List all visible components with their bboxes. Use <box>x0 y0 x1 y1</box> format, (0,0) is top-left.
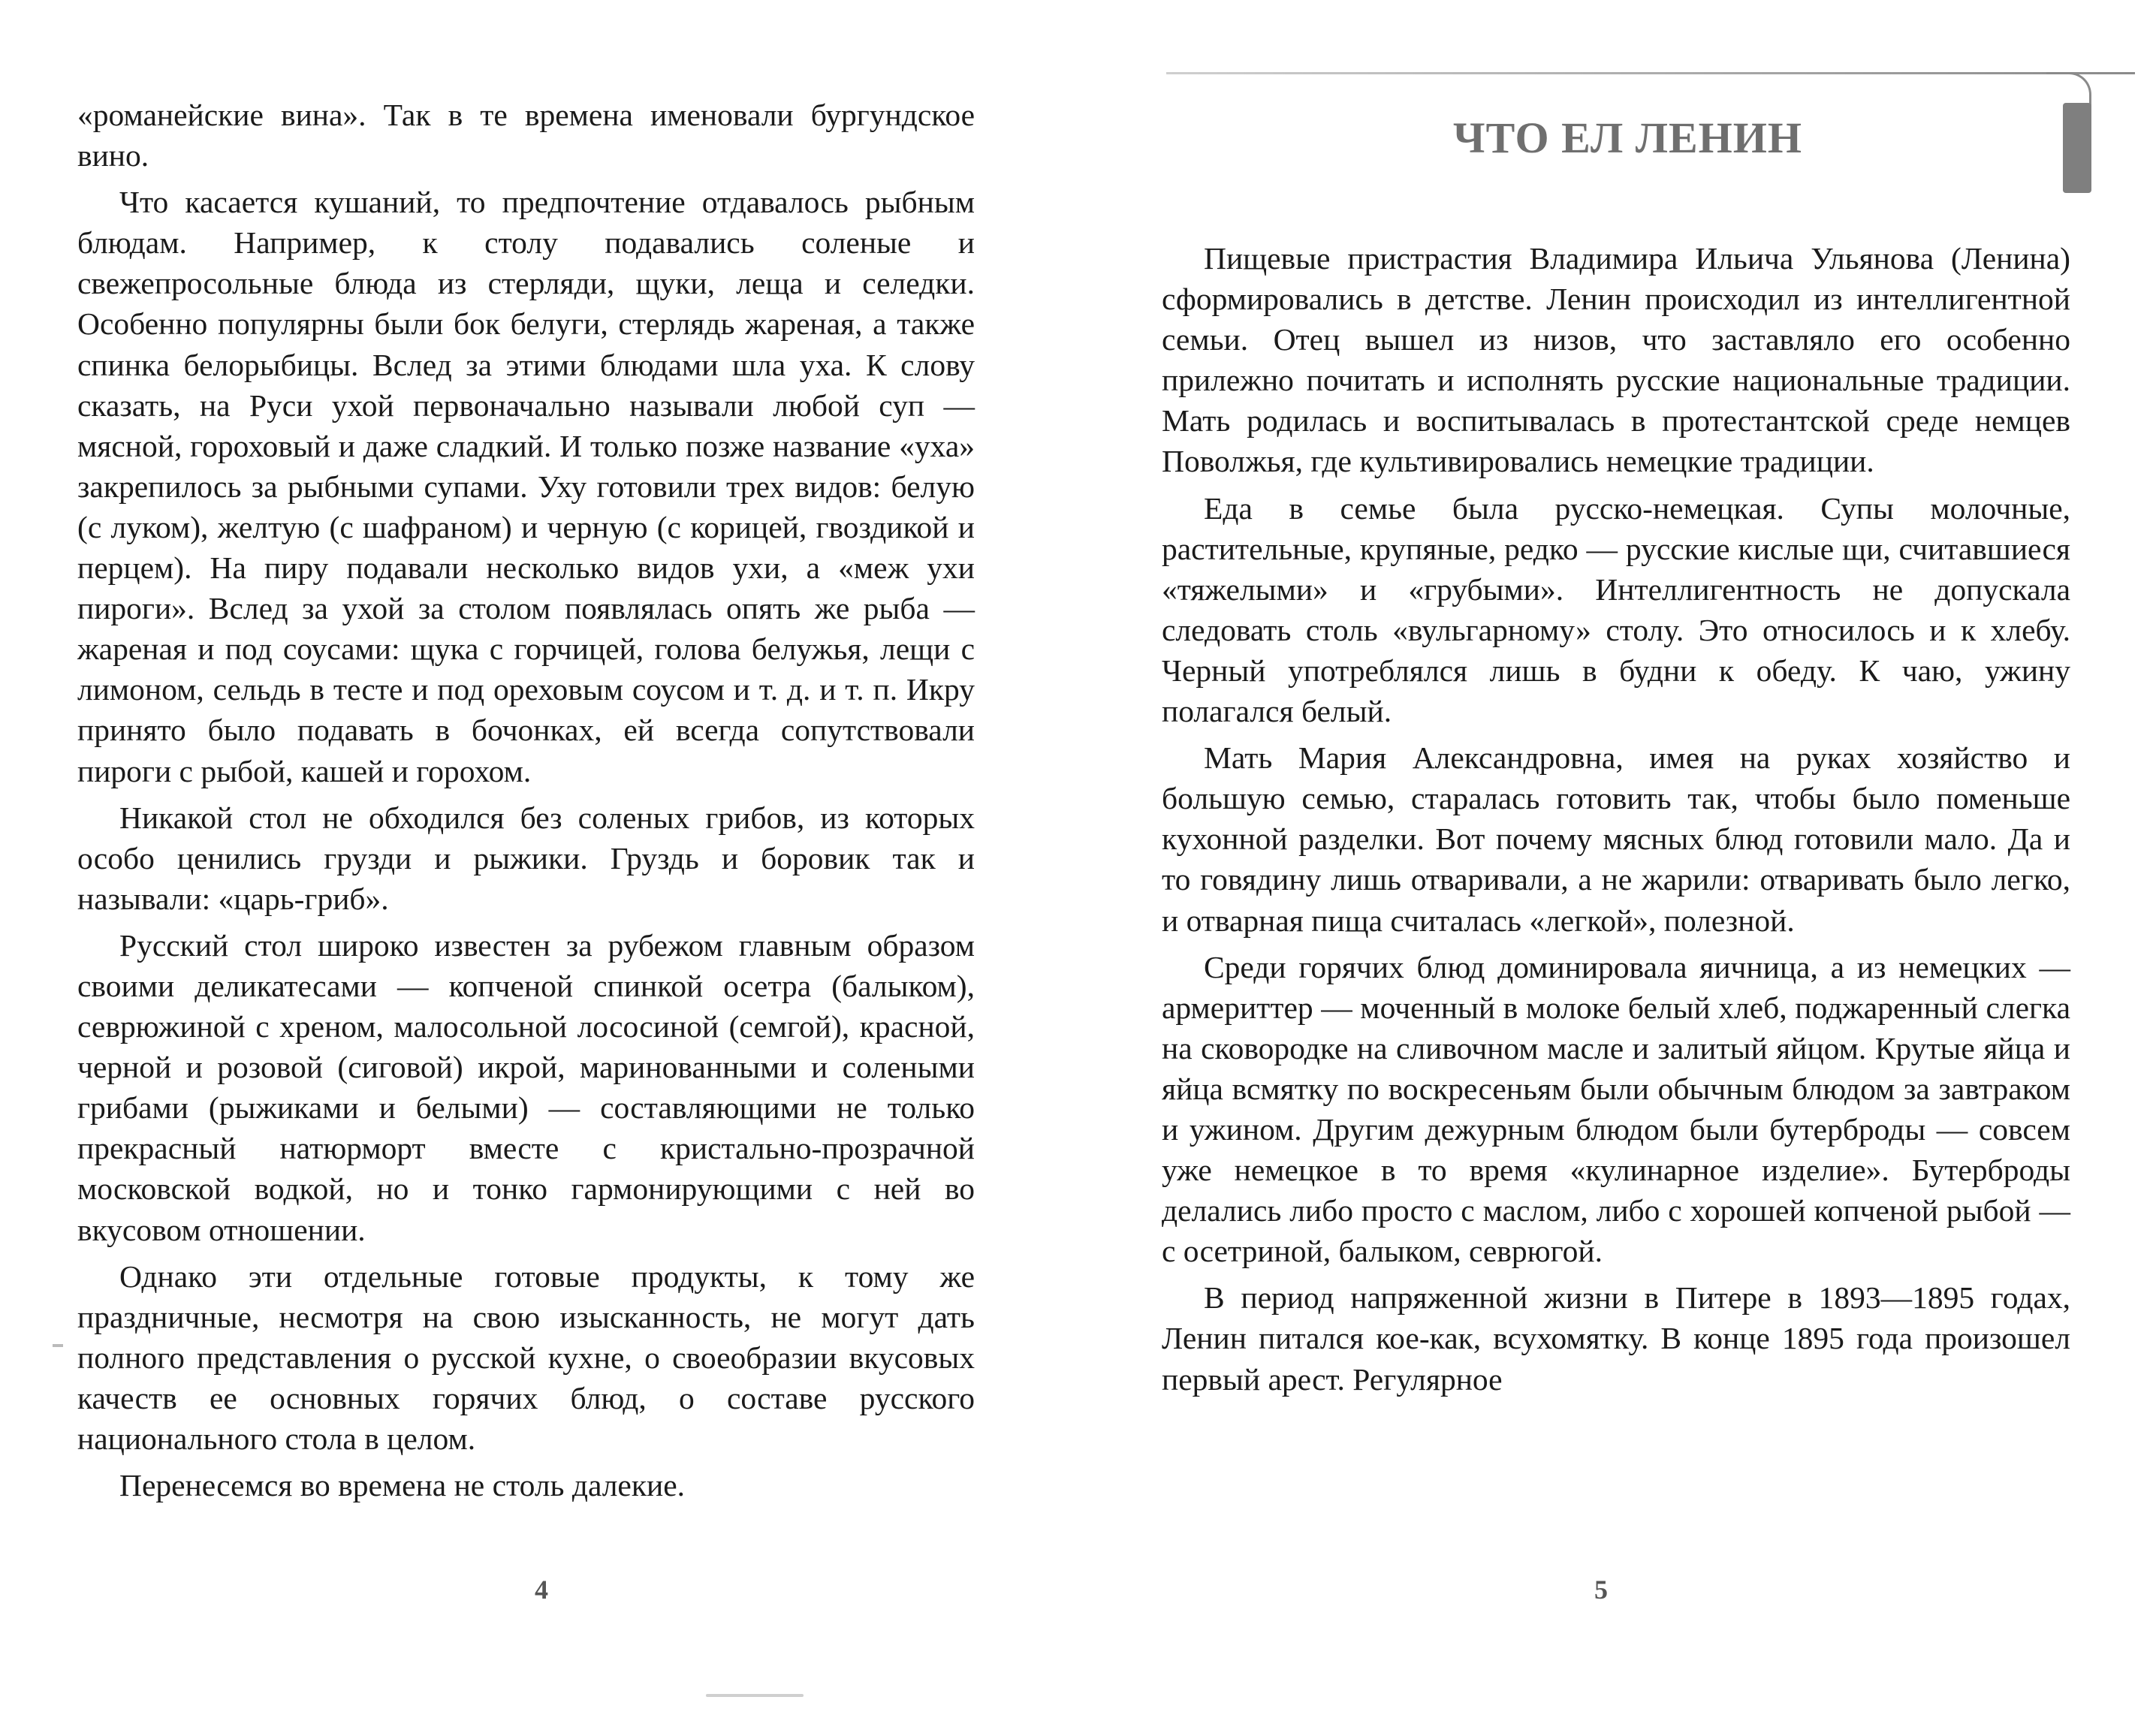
chapter-thumb-tab <box>2063 103 2091 193</box>
right-page <box>1078 0 2156 1718</box>
paragraph: Русский стол широко известен за рубежом главным образом своими деликатесами — копченой спинкой осетра (балыком), севрюжиной с хреном, малосольной лососиной (семгой), красной, черной и розовой (сиговой) икрой, маринованными и солеными грибами (рыжиками и белыми) — составляющими не только прекрасный натюрморт вместе с кристально-прозрачной московской водкой, но и тонко гармонирующими с ней во вкусовом отношении. <box>77 927 975 1247</box>
paragraph: Мать Мария Александровна, имея на руках хозяйство и большую семью, старалась готовить так, чтобы было поменьше кухонной разделки. Вот почему мясных блюд готовили мало. Да и то говядину лишь отваривали, а не жарили: отваривать было легко, и отварная пища считалась «легкой», полезной. <box>1162 740 2070 938</box>
paragraph: Пищевые пристрастия Владимира Ильича Ульянова (Ленина) сформировались в детстве. Ленин происходил из интеллигентной семьи. Отец вышел из низов, что заставляло его особенно прилежно почитать и исполнять русские национальные традиции. Мать родилась и воспитывалась в протестантской среде немцев Поволжья, где культивировались немецкие традиции. <box>1162 241 2070 479</box>
paragraph: Что касается кушаний, то предпочтение отдавалось рыбным блюдам. Например, к столу подавались соленые и свежепросольные блюда из стерляди, щуки, леща и селедки. Особенно популярны были бок белуги, стерлядь жареная, а также спинка белорыбицы. Вслед за этими блюдами шла уха. К слову сказать, на Руси ухой первоначально называли любой суп — мясной, гороховый и даже сладкий. И только позже название «уха» закрепилось за рыбными супами. Уху готовили трех видов: белую (с луком), желтую (с шафраном) и черную (с корицей, гвоздикой и перцем). На пиру подавали несколько видов ухи, а «меж ухи пироги». Вслед за ухой за столом появлялась опять же рыба — жареная и под соусами: щука с горчицей, голова белужья, лещи с лимоном, сельдь в тесте и под ореховым соусом и т. д. и т. п. Икру принято было подавать в бочонках, ей всегда сопутствовали пироги с рыбой, кашей и горохом. <box>77 185 975 788</box>
paragraph: Перенесемся во времена не столь далекие. <box>119 1468 686 1503</box>
chapter-header-rule <box>1166 72 2135 74</box>
paragraph: Однако эти отдельные готовые продукты, к тому же праздничные, несмотря на свою изысканность, не могут дать полного представления о русской кухне, о своеобразии вкусовых качеств ее основных горячих блюд, о составе русского национального стола в целом. <box>77 1258 975 1456</box>
margin-mark <box>53 1344 63 1347</box>
right-page-text <box>1162 238 2070 1406</box>
spine-mark <box>706 1694 804 1697</box>
chapter-tab-curve <box>2046 72 2091 106</box>
paragraph: В период напряженной жизни в Питере в 1893—1895 годах, Ленин питался кое-как, всухомятку. В конце 1895 года произошел первый арест. Регулярное <box>1162 1280 2070 1397</box>
page-number: 5 <box>1594 1575 1608 1605</box>
chapter-title: ЧТО ЕЛ ЛЕНИН <box>1453 113 1802 162</box>
paragraph: Среди горячих блюд доминировала яичница, а из немецких — армериттер — моченный в молоке белый хлеб, поджаренный слегка на сковородке на сливочном масле и залитый яйцом. Крутые яйца и яйца всмятку по воскресеньям были обычным блюдом за завтраком и ужином. Другим дежурным блюдом были бутерброды — совсем уже немецкое в то время «кулинарное изделие». Бутерброды делались либо просто с маслом, либо с хорошей копченой рыбой — с осетриной, балыком, севрюгой. <box>1162 949 2070 1269</box>
paragraph: Еда в семье была русско-немецкая. Супы молочные, растительные, крупяные, редко — русские кислые щи, считавшиеся «тяжелыми» и «грубыми». Интеллигентность не допускала следовать столь «вульгарному» столу. Это относилось и к хлебу. Черный употреблялся лишь в будни к обеду. К чаю, ужину полагался белый. <box>1162 490 2070 729</box>
paragraph: Никакой стол не обходился без соленых грибов, из которых особо ценились грузди и рыжики. Груздь и боровик так и называли: «царь-гриб». <box>77 800 975 916</box>
paragraph: «романейские вина». Так в те времена именовали бургундское вино. <box>77 98 975 173</box>
left-page-text <box>77 95 975 1512</box>
page-number: 4 <box>535 1575 548 1605</box>
